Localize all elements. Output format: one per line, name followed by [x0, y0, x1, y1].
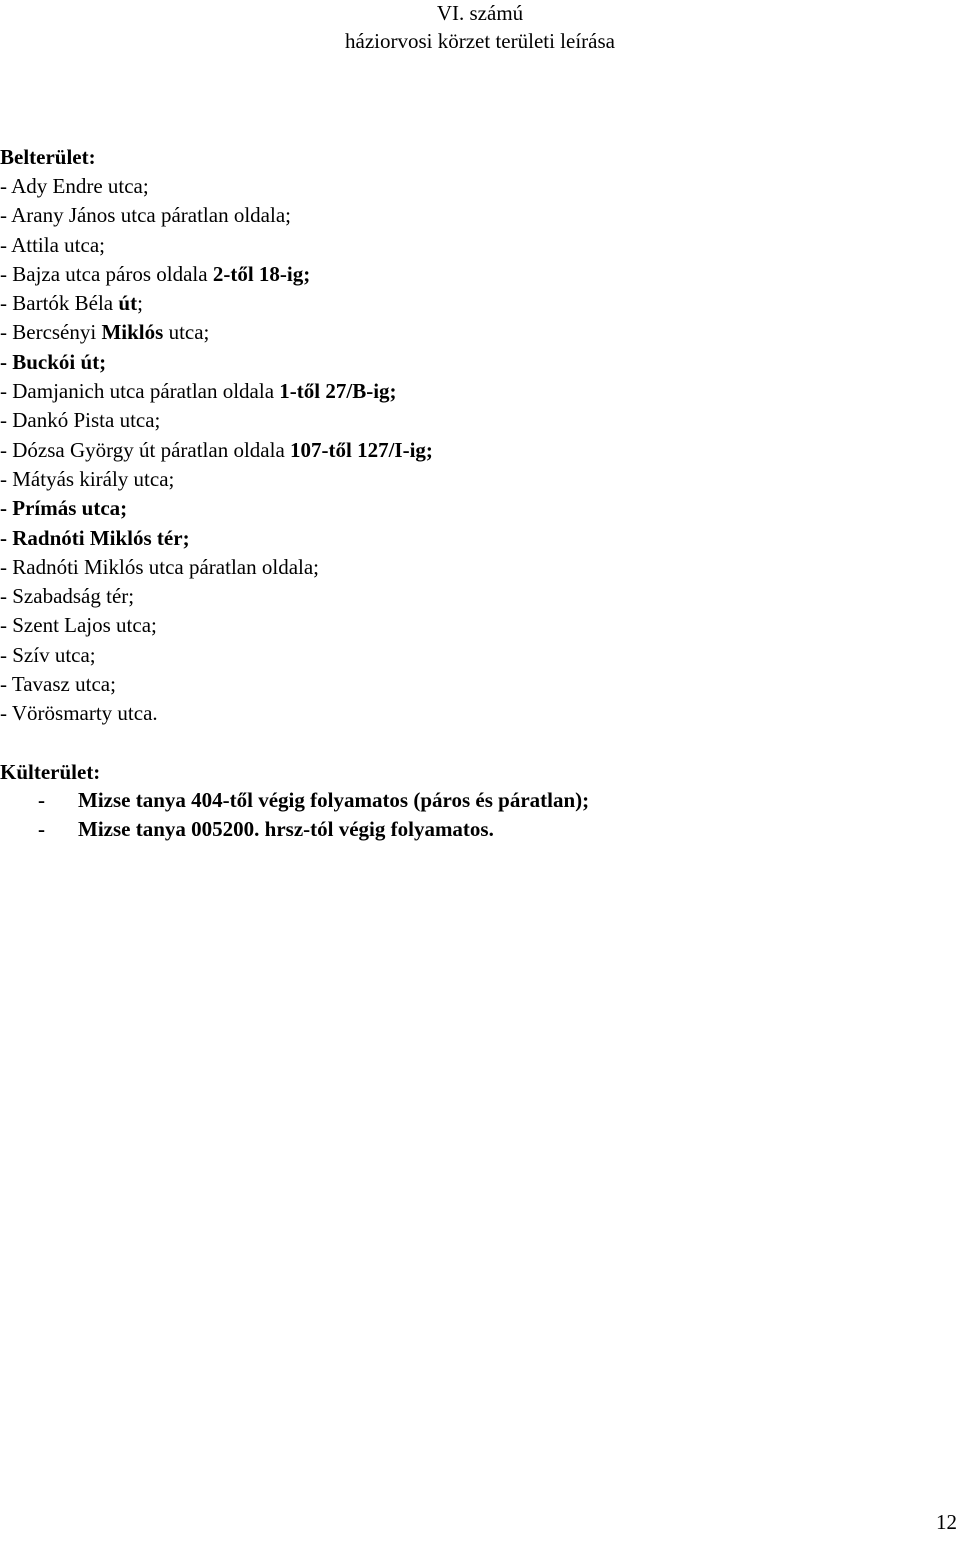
inner-area-list — [0, 172, 433, 729]
list-item-text: - Mátyás király utca; — [0, 466, 175, 491]
list-item-text: - Tavasz utca; — [0, 672, 116, 697]
list-item — [0, 553, 433, 582]
list-item — [0, 201, 433, 230]
title-line-1: VI. számú — [436, 1, 524, 25]
list-item-text: - Szív utca; — [0, 642, 96, 667]
outer-area-heading: Külterület: — [0, 760, 101, 784]
list-item-text: - Dankó Pista utca; — [0, 408, 161, 433]
page-number: 12 — [936, 1510, 957, 1534]
list-item-text: 1-től 27/B-ig; — [279, 379, 397, 404]
list-item — [0, 231, 433, 260]
list-item-text: 107-től 127/I-ig; — [290, 437, 433, 462]
list-item-text: Miklós — [101, 320, 164, 345]
list-item — [0, 611, 433, 640]
list-item-text: - Buckói út; — [0, 349, 107, 374]
list-item-text: - Vörösmarty utca. — [0, 701, 158, 726]
list-item — [0, 172, 433, 201]
list-item — [38, 786, 589, 815]
list-item-text: - Bartók Béla — [0, 291, 119, 316]
list-bullet-dash: - — [38, 817, 45, 841]
list-item-text: Mizse tanya 404-től végig folyamatos (páros és páratlan); — [78, 788, 590, 812]
list-item — [0, 436, 433, 465]
list-item — [0, 260, 433, 289]
list-item — [0, 318, 433, 347]
list-item — [0, 670, 433, 699]
list-item-text: - Radnóti Miklós tér; — [0, 525, 190, 550]
list-item — [0, 377, 433, 406]
list-item-text: - Szabadság tér; — [0, 584, 135, 609]
list-item — [38, 815, 589, 844]
list-item-text: - Arany János utca páratlan oldala; — [0, 203, 291, 228]
list-item-text: út — [118, 291, 138, 316]
list-item — [0, 641, 433, 670]
list-item — [0, 289, 433, 318]
list-item-text: - Bajza utca páros oldala — [0, 261, 213, 286]
list-item-text: - Ady Endre utca; — [0, 174, 149, 198]
inner-area-heading: Belterület: — [0, 145, 96, 169]
list-item-text: 2-től 18-ig; — [212, 261, 311, 286]
title-line-2: háziorvosi körzet területi leírása — [345, 29, 615, 53]
list-item-text: Mizse tanya 005200. hrsz-tól végig folyamatos. — [78, 817, 494, 841]
list-item-text: - Radnóti Miklós utca páratlan oldala; — [0, 554, 319, 579]
list-item-text: - Szent Lajos utca; — [0, 613, 157, 638]
outer-area-list — [38, 786, 589, 844]
list-item-text: - Damjanich utca páratlan oldala — [0, 379, 280, 404]
document-title — [0, 0, 960, 55]
list-item — [0, 699, 433, 728]
list-item — [0, 524, 433, 553]
list-bullet-dash: - — [38, 788, 45, 812]
list-item-text: - Attila utca; — [0, 232, 105, 257]
list-item — [0, 406, 433, 435]
list-item-text: ; — [137, 291, 143, 316]
list-item-text: - Bercsényi — [0, 320, 102, 345]
list-item — [0, 348, 433, 377]
list-item — [0, 494, 433, 523]
list-item — [0, 582, 433, 611]
list-item-text: - Prímás utca; — [0, 496, 128, 521]
list-item-text: utca; — [163, 320, 210, 345]
list-item-text: - Dózsa György út páratlan oldala — [0, 437, 291, 462]
list-item — [0, 465, 433, 494]
